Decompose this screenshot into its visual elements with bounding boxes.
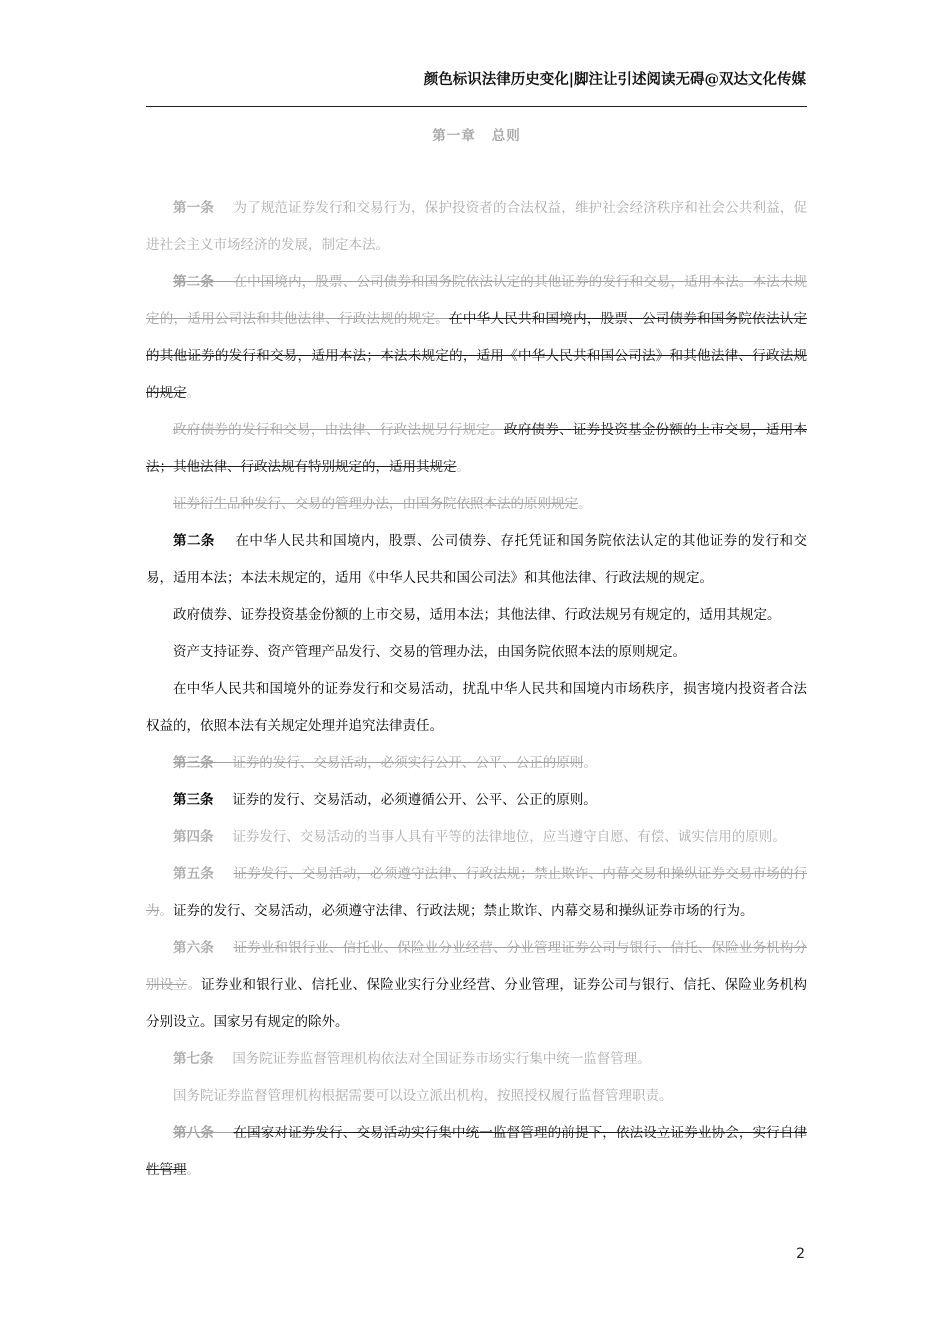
punctuation: 。 xyxy=(578,496,592,512)
article-2-old-paragraph-2 xyxy=(146,412,807,486)
deleted-text: 政府债券的发行和交易，由法律、行政法规另行规定。 xyxy=(173,422,504,438)
article-2-old-paragraph-3 xyxy=(146,486,807,523)
revised-struck-text: 在中华人民共和国境内，股票、公司债券和国务院依法认定的其他证券的发行和交易，适用本法；本法未规定的，适用《中华人民共和国公司法》和其他法律、行政法规的规定 xyxy=(146,311,808,401)
punctuation: 。 xyxy=(456,459,470,475)
article-number: 第四条 xyxy=(173,829,214,845)
deleted-text: 证券衍生品种发行、交易的管理办法，由国务院依照本法的原则规定 xyxy=(173,496,578,512)
article-7 xyxy=(146,1041,807,1078)
article-number: 第二条 xyxy=(173,533,215,549)
article-8 xyxy=(146,1115,807,1189)
article-2-new xyxy=(146,523,807,597)
header-divider xyxy=(146,106,807,107)
article-2-new-paragraph-2: 政府债券、证券投资基金份额的上市交易，适用本法；其他法律、行政法规另有规定的，适用其规定。 xyxy=(173,607,781,623)
article-4 xyxy=(146,819,807,856)
article-number: 第二条 xyxy=(173,274,214,290)
article-number: 第六条 xyxy=(173,940,214,956)
punctuation: 。 xyxy=(159,903,173,919)
page-number: 2 xyxy=(796,1246,805,1262)
article-number: 第八条 xyxy=(173,1125,214,1141)
article-2-old xyxy=(146,264,807,412)
revised-struck-text: 政府债券、证券投资基金份额的上市交易，适用本法；其他法律、行政法规有特别规定的，适用其规定 xyxy=(146,422,808,475)
deleted-text: 在国家对证券发行、交易活动实行集中统一监督管理的前提下，依法设立证券业协会，实行自律性管理 xyxy=(146,1125,808,1178)
article-text: 证券发行、交易活动的当事人具有平等的法律地位，应当遵守自愿、有偿、诚实信用的原则。 xyxy=(232,829,786,845)
article-5 xyxy=(146,856,807,930)
chapter-number: 第一章 xyxy=(432,128,476,144)
deleted-text: 在中国境内，股票、公司债券和国务院依法认定的其他证券的发行和交易，适用本法。本法未规定的，适用公司法和其他法律、行政法规的规定。 xyxy=(146,274,808,327)
article-number: 第三条 xyxy=(173,755,214,771)
article-text: 证券的发行、交易活动，必须遵循公开、公平、公正的原则。 xyxy=(232,792,597,808)
new-text: 证券业和银行业、信托业、保险业实行分业经营、分业管理，证券公司与银行、信托、保险业务机构分别设立。国家另有规定的除外。 xyxy=(146,977,808,1030)
article-number: 第一条 xyxy=(173,200,214,216)
document-header: 颜色标识法律历史变化|脚注让引述阅读无碍@双达文化传媒 xyxy=(423,71,806,88)
document-body xyxy=(146,190,807,1189)
article-7-paragraph-2: 国务院证券监督管理机构根据需要可以设立派出机构，按照授权履行监督管理职责。 xyxy=(173,1088,673,1104)
article-text: 在中华人民共和国境内，股票、公司债券、存托凭证和国务院依法认定的其他证券的发行和交易，适用本法；本法未规定的，适用《中华人民共和国公司法》和其他法律、行政法规的规定。 xyxy=(146,533,807,586)
article-text: 国务院证券监督管理机构依法对全国证券市场实行集中统一监督管理。 xyxy=(232,1051,651,1067)
article-text: 为了规范证券发行和交易行为，保护投资者的合法权益，维护社会经济秩序和社会公共利益，促进社会主义市场经济的发展，制定本法。 xyxy=(146,200,808,253)
punctuation: 。 xyxy=(186,1162,200,1178)
punctuation: 。 xyxy=(187,977,202,993)
punctuation: 。 xyxy=(186,385,200,401)
article-2-new-paragraph-3: 资产支持证券、资产管理产品发行、交易的管理办法，由国务院依照本法的原则规定。 xyxy=(173,644,686,660)
article-1-old xyxy=(146,190,807,264)
article-6 xyxy=(146,930,807,1041)
article-3-new xyxy=(146,782,807,819)
deleted-text: 证券的发行、交易活动，必须实行公开、公平、公正的原则 xyxy=(232,755,584,771)
article-2-new-paragraph-4: 在中华人民共和国境外的证券发行和交易活动，扰乱中华人民共和国境内市场秩序，损害境内投资者合法权益的，依照本法有关规定处理并追究法律责任。 xyxy=(146,681,807,734)
article-number: 第五条 xyxy=(173,866,214,882)
deleted-text: 证券发行、交易活动，必须遵守法律、行政法规；禁止欺诈、内幕交易和操纵证券交易市场的行为 xyxy=(146,866,808,919)
chapter-title: 总则 xyxy=(491,128,521,144)
article-3-old xyxy=(146,745,807,782)
article-number: 第三条 xyxy=(173,792,214,808)
chapter-heading xyxy=(146,124,807,144)
punctuation: 。 xyxy=(583,755,597,771)
article-number: 第七条 xyxy=(173,1051,214,1067)
new-text: 证券的发行、交易活动，必须遵守法律、行政法规；禁止欺诈、内幕交易和操纵证券市场的行为。 xyxy=(173,903,754,919)
deleted-text: 证券业和银行业、信托业、保险业分业经营、分业管理证券公司与银行、信托、保险业务机构分别设立 xyxy=(146,940,808,993)
